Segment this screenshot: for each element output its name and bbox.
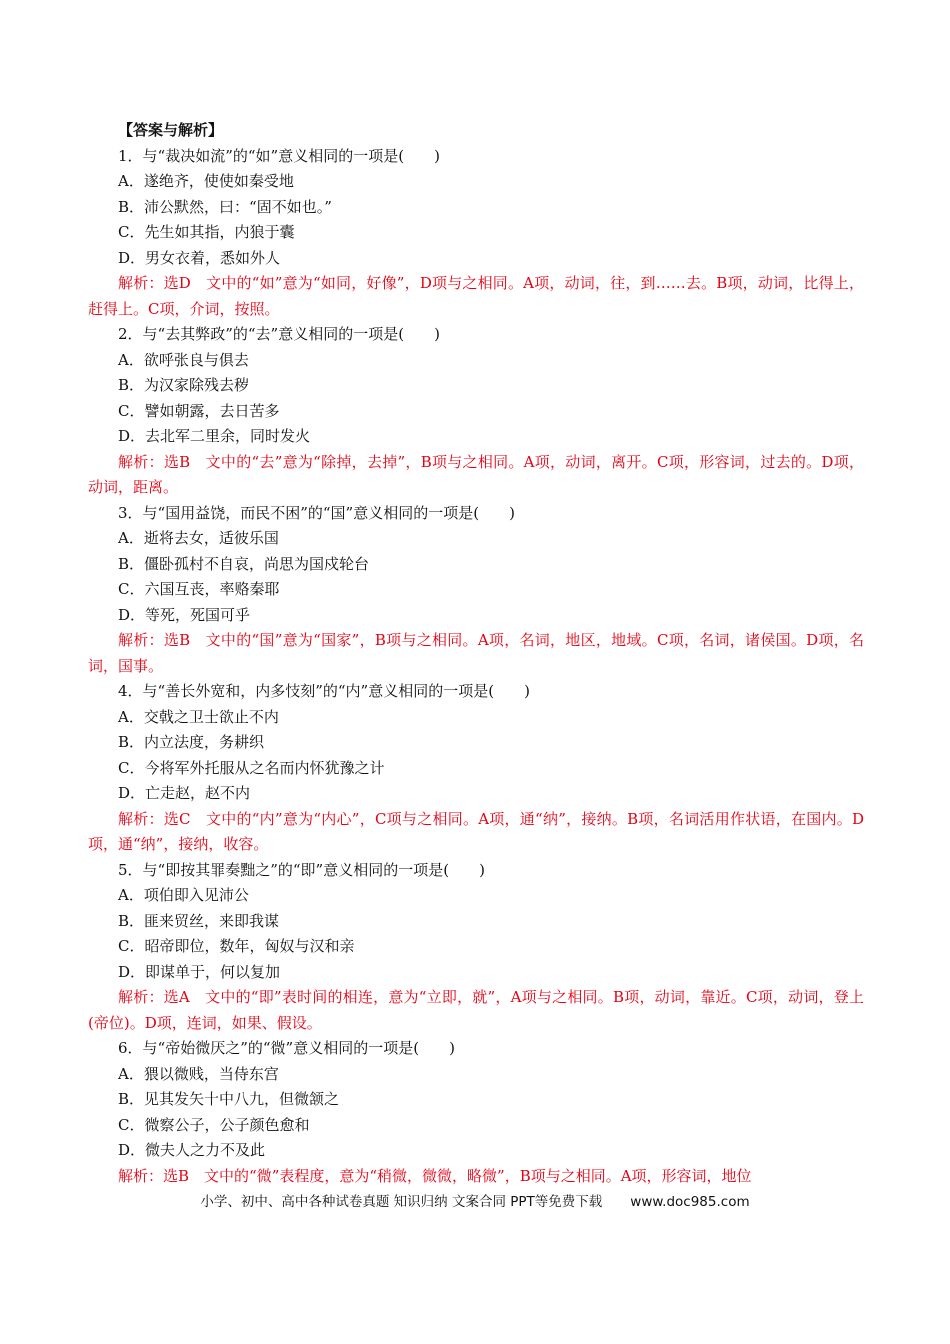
question-stem: 6．与“帝始微厌之”的“微”意义相同的一项是( ) [118, 1039, 455, 1057]
option-a: A．交戟之卫士欲止不内 [118, 707, 279, 726]
option-d: D．即谋单于，何以复加 [118, 962, 281, 981]
explanation: 解析：选B 文中的“微”表程度，意为“稍微，微微，略微”，B项与之相同。A项，形容词，地位 [118, 1166, 752, 1185]
option-b: B．匪来贸丝，来即我谋 [118, 911, 280, 930]
question-6 [88, 1036, 864, 1189]
footer-url-link[interactable]: www.doc985.com [630, 1194, 750, 1210]
option-b: B．为汉家除残去秽 [118, 376, 250, 394]
option-d: D．等死，死国可乎 [118, 605, 251, 624]
option-d: D．男女衣着，悉如外人 [118, 248, 281, 267]
option-d: D．去北军二里余，同时发火 [118, 427, 311, 445]
option-a: A．欲呼张良与俱去 [118, 350, 249, 369]
question-stem: 3．与“国用益饶，而民不困”的“国”意义相同的一项是( ) [118, 503, 515, 522]
option-a: A．猥以微贱，当侍东宫 [118, 1064, 279, 1083]
question-1 [88, 144, 864, 323]
option-b: B．见其发矢十中八九，但微颔之 [118, 1090, 340, 1108]
explanation: 解析：选B 文中的“国”意为“国家”，B项与之相同。A项，名词，地区，地域。C项，名词，诸侯国。D项，名词，国事。 [88, 631, 864, 675]
option-c: C．譬如朝露，去日苦多 [118, 401, 280, 420]
explanation: 解析：选B 文中的“去”意为“除掉，去掉”，B项与之相同。A项，动词，离开。C项，形容词，过去的。D项，动词，距离。 [88, 452, 864, 496]
page-footer [0, 1190, 950, 1210]
question-stem: 5．与“即按其罪奏黜之”的“即”意义相同的一项是( ) [118, 860, 485, 879]
question-2 [88, 322, 864, 501]
document-body [88, 118, 864, 1189]
option-a: A．遂绝齐，使使如秦受地 [118, 172, 294, 190]
section-title: 【答案与解析】 [118, 121, 224, 139]
option-a: A．逝将去女，适彼乐国 [118, 529, 279, 547]
question-stem: 1．与“裁决如流”的“如”意义相同的一项是( ) [118, 146, 440, 165]
question-3 [88, 501, 864, 680]
option-c: C．先生如其指，内狼于囊 [118, 223, 295, 241]
question-4 [88, 679, 864, 858]
question-stem: 4．与“善长外宽和，内多忮刻”的“内”意义相同的一项是( ) [118, 682, 530, 700]
option-c: C．今将军外托服从之名而内怀犹豫之计 [118, 758, 385, 777]
footer-text: 小学、初中、高中各种试卷真题 知识归纳 文案合同 PPT等免费下载 [200, 1194, 603, 1210]
explanation: 解析：选A 文中的“即”表时间的相连，意为“立即，就”，A项与之相同。B项，动词，靠近。C项，动词，登上(帝位)。D项，连词，如果、假设。 [88, 988, 864, 1032]
question-stem: 2．与“去其弊政”的“去”意义相同的一项是( ) [118, 325, 440, 343]
explanation: 解析：选C 文中的“内”意为“内心”，C项与之相同。A项，通“纳”，接纳。B项，名词活用作状语，在国内。D项，通“纳”，接纳，收容。 [88, 809, 864, 853]
option-c: C．微察公子，公子颜色愈和 [118, 1115, 310, 1134]
option-d: D．微夫人之力不及此 [118, 1141, 266, 1159]
option-c: C．昭帝即位，数年，匈奴与汉和亲 [118, 937, 355, 955]
option-b: B．沛公默然，曰：“固不如也。” [118, 197, 332, 216]
option-a: A．项伯即入见沛公 [118, 886, 249, 904]
question-5 [88, 858, 864, 1037]
option-b: B．内立法度，务耕织 [118, 733, 265, 751]
option-b: B．僵卧孤村不自哀，尚思为国戍轮台 [118, 554, 370, 573]
option-c: C．六国互丧，率赂秦耶 [118, 580, 280, 598]
explanation: 解析：选D 文中的“如”意为“如同，好像”，D项与之相同。A项，动词，往，到……去。B项，动词，比得上，赶得上。C项，介词，按照。 [88, 274, 864, 318]
option-d: D．亡走赵，赵不内 [118, 784, 251, 802]
